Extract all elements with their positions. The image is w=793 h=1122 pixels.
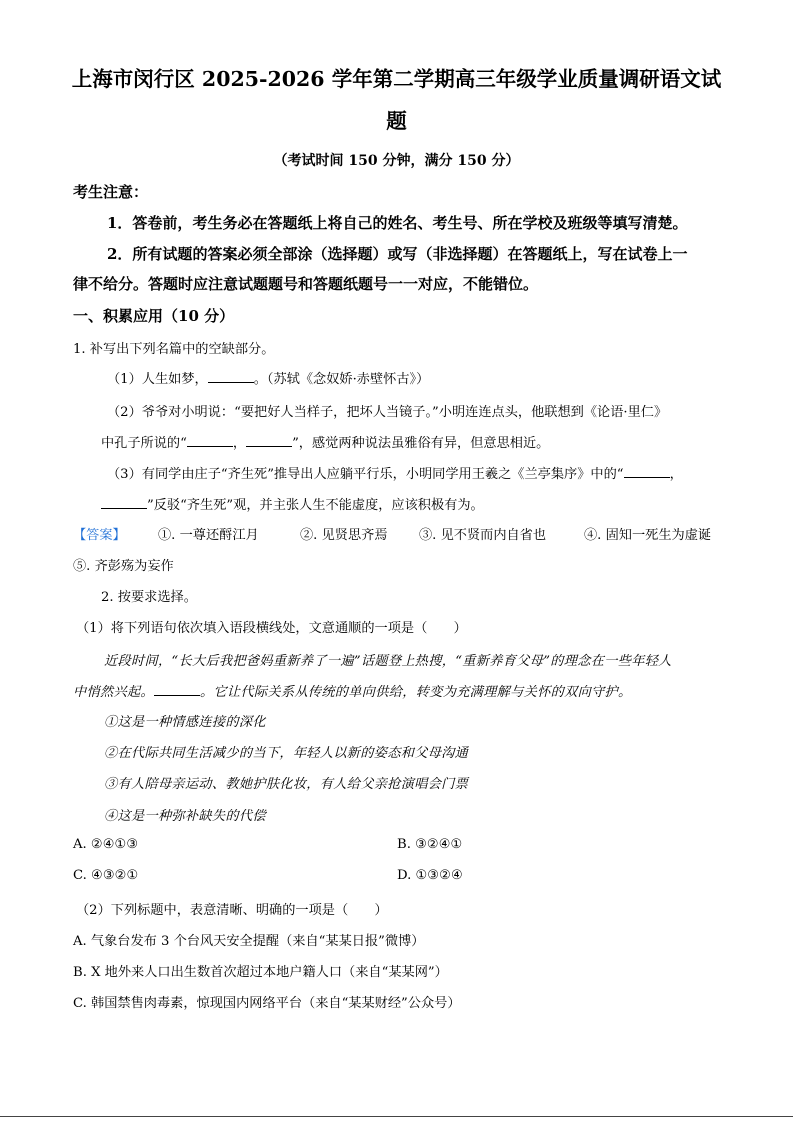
fill-blank xyxy=(624,465,670,478)
question-2-sub2-stem: （2）下列标题中，表意清晰、明确的一项是（ ） xyxy=(76,903,388,918)
question-2-stem: 2. 按要求选择。 xyxy=(101,590,197,605)
option-c2: C. 韩国禁售肉毒素，惊现国内网络平台（来自“某某财经”公众号） xyxy=(73,996,461,1011)
sentence-3: ③有人陪母亲运动、教她护肤化妆，有人给父亲抢演唱会门票 xyxy=(104,777,469,792)
passage-text-a: 中悄然兴起。 xyxy=(73,685,154,700)
sentence-4: ④这是一种弥补缺失的代偿 xyxy=(104,809,266,824)
fill-blank xyxy=(246,434,292,447)
question-1-stem: 1. 补写出下列名篇中的空缺部分。 xyxy=(73,342,275,357)
fill-blank xyxy=(154,683,200,696)
sentence-2: ②在代际共同生活减少的当下，年轻人以新的姿态和父母沟通 xyxy=(104,746,469,761)
question-1-part-2-line1: （2）爷爷对小明说：“要把好人当样子，把坏人当镜子。”小明连连点头，他联想到《论语·里仁》 xyxy=(107,405,668,420)
notice-item-2-line1: 2．所有试题的答案必须全部涂（选择题）或写（非选择题）在答题纸上，写在试卷上一 xyxy=(107,245,688,263)
exam-title-line2: 题 xyxy=(386,109,407,133)
option-a2: A. 气象台发布 3 个台风天安全提醒（来自“某某日报”微博） xyxy=(73,934,425,949)
fill-blank xyxy=(101,496,147,509)
answer-3: ③. 见不贤而内自省也 xyxy=(419,528,547,543)
notice-item-2-line2: 律不给分。答题时应注意试题题号和答题纸题号一一对应，不能错位。 xyxy=(73,275,539,293)
section-heading: 一、积累应用（10 分） xyxy=(73,307,235,325)
q1-part1-text-a: （1）人生如梦， xyxy=(107,372,208,387)
question-1-part-3-line2 xyxy=(101,494,484,513)
question-1-part-3-line1 xyxy=(107,463,683,482)
answer-5: ⑤. 齐彭殇为妄作 xyxy=(73,559,174,574)
fill-blank xyxy=(208,370,254,383)
q1-part2-text-b: ， xyxy=(232,436,247,451)
q1-part3-text-a: （3）有同学由庄子“齐生死”推导出人应躺平行乐，小明同学用王羲之《兰亭集序》中的“ xyxy=(107,467,624,482)
exam-title-line1: 上海市闵行区 2025-2026 学年第二学期高三年级学业质量调研语文试 xyxy=(71,67,722,91)
option-a: A. ②④①③ xyxy=(73,837,139,852)
option-c: C. ④③②① xyxy=(73,868,139,883)
answer-1: ①. 一尊还酹江月 xyxy=(158,528,259,543)
notice-item-1: 1．答卷前，考生务必在答题纸上将自己的姓名、考生号、所在学校及班级等填写清楚。 xyxy=(107,214,688,232)
passage-line1: 近段时间，“长大后我把爸妈重新养了一遍”话题登上热搜，“重新养育父母”的理念在一些年轻人 xyxy=(104,654,672,669)
q1-part3-text-c: ”反驳“齐生死”观，并主张人生不能虚度，应该积极有为。 xyxy=(147,498,484,513)
answer-2: ②. 见贤思齐焉 xyxy=(300,528,388,543)
answer-4: ④. 固知一死生为虚诞 xyxy=(584,528,712,543)
q1-part2-text-c: ”，感觉两种说法虽雅俗有异，但意思相近。 xyxy=(292,436,550,451)
page-bottom-divider xyxy=(0,1116,793,1117)
option-d: D. ①③②④ xyxy=(397,868,463,883)
passage-text-b: 。它让代际关系从传统的单向供给，转变为充满理解与关怀的双向守护。 xyxy=(199,685,632,700)
question-1-part-2-line2 xyxy=(101,432,549,451)
q1-part3-text-b: ， xyxy=(669,467,683,482)
q1-part1-text-b: 。（苏轼《念奴娇·赤壁怀古》） xyxy=(253,372,430,387)
option-b: B. ③②④① xyxy=(397,837,463,852)
exam-time-info: （考试时间 150 分钟，满分 150 分） xyxy=(273,153,520,169)
notice-heading: 考生注意： xyxy=(73,183,149,201)
question-2-sub1-stem: （1）将下列语句依次填入语段横线处，文意通顺的一项是（ ） xyxy=(76,621,467,636)
fill-blank xyxy=(187,434,233,447)
answer-tag: 【答案】 xyxy=(73,528,126,543)
passage-line2 xyxy=(73,681,632,700)
q1-part2-text-a: 中孔子所说的“ xyxy=(101,436,187,451)
sentence-1: ①这是一种情感连接的深化 xyxy=(104,715,266,730)
answer-line xyxy=(73,524,723,543)
question-1-part-1 xyxy=(107,368,429,387)
option-b2: B. X 地外来人口出生数首次超过本地户籍人口（来自“某某网”） xyxy=(73,965,448,980)
